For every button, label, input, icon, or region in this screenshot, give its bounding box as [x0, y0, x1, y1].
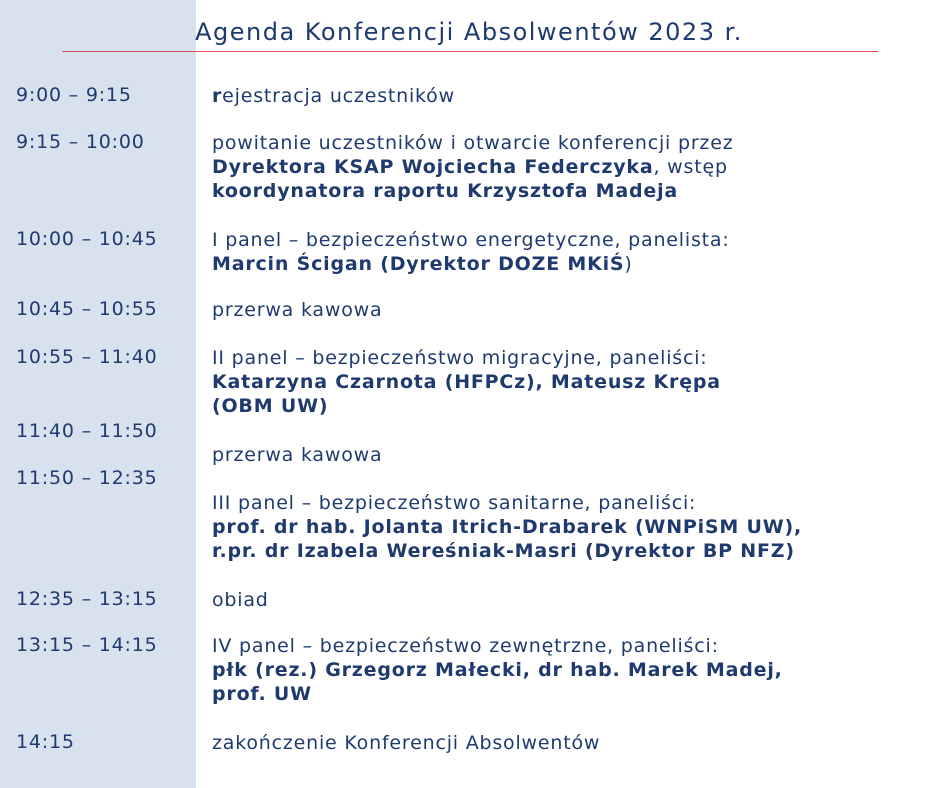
- event-panel-4-topic: IV panel – bezpieczeństwo zewnętrzne, paneliści:: [212, 635, 719, 657]
- event-panel-4-panelists-1: płk (rez.) Grzegorz Małecki, dr hab. Marek Madej,: [212, 659, 783, 681]
- event-panel-2: [212, 346, 721, 418]
- event-closing-text: zakończenie Konferencji Absolwentów: [212, 732, 601, 754]
- title-divider: [62, 51, 878, 52]
- time-slot-4: 10:45 – 10:55: [16, 298, 158, 320]
- event-opening-coordinator: koordynatora raportu Krzysztofa Madeja: [212, 180, 679, 202]
- event-opening-line-1: powitanie uczestników i otwarcie konferencji przez: [212, 132, 734, 154]
- time-slot-10: 14:15: [16, 731, 75, 753]
- time-slot-7: 11:50 – 12:35: [16, 467, 158, 489]
- time-slot-2: 9:15 – 10:00: [16, 131, 145, 153]
- event-panel-1-topic: I panel – bezpieczeństwo energetyczne, panelista:: [212, 229, 730, 251]
- event-panel-3-panelists-1: prof. dr hab. Jolanta Itrich-Drabarek (WNPiSM UW),: [212, 516, 803, 538]
- event-panel-3-topic: III panel – bezpieczeństwo sanitarne, paneliści:: [212, 492, 697, 514]
- time-slot-6: 11:40 – 11:50: [16, 420, 158, 442]
- time-slot-8: 12:35 – 13:15: [16, 588, 158, 610]
- time-column-background: [0, 0, 196, 788]
- page-title: Agenda Konferencji Absolwentów 2023 r.: [195, 18, 743, 46]
- event-lunch: [212, 588, 269, 612]
- event-coffee-break-2: [212, 443, 382, 467]
- event-panel-1: [212, 228, 730, 276]
- time-slot-5: 10:55 – 11:40: [16, 346, 158, 368]
- time-slot-9: 13:15 – 14:15: [16, 634, 158, 656]
- event-opening: [212, 131, 733, 203]
- event-registration-text: ejestracja uczestników: [222, 85, 455, 107]
- event-panel-2-panelists-1: Katarzyna Czarnota (HFPCz), Mateusz Krępa: [212, 371, 721, 393]
- event-panel-3: [212, 491, 802, 563]
- event-panel-2-topic: II panel – bezpieczeństwo migracyjne, paneliści:: [212, 347, 708, 369]
- event-coffee-break-1-text: przerwa kawowa: [212, 299, 383, 321]
- event-panel-4: [212, 634, 783, 706]
- event-panel-3-panelists-2: r.pr. dr Izabela Wereśniak-Masri (Dyrektor BP NFZ): [212, 540, 795, 562]
- event-opening-intro: , wstęp: [653, 156, 728, 178]
- event-coffee-break-1: [212, 298, 382, 322]
- time-slot-1: 9:00 – 9:15: [16, 84, 132, 106]
- event-panel-1-panelist: Marcin Ścigan (Dyrektor DOZE MKiŚ: [212, 253, 625, 275]
- event-panel-2-panelists-2: (OBM UW): [212, 395, 329, 417]
- event-closing: [212, 731, 600, 755]
- event-lunch-text: obiad: [212, 589, 269, 611]
- event-panel-4-panelists-2: prof. UW: [212, 683, 312, 705]
- time-slot-3: 10:00 – 10:45: [16, 228, 158, 250]
- event-registration-initial: r: [212, 85, 223, 107]
- event-panel-1-paren: ): [624, 253, 633, 275]
- event-opening-director: Dyrektora KSAP Wojciecha Federczyka: [212, 156, 654, 178]
- event-registration: [212, 84, 455, 108]
- event-coffee-break-2-text: przerwa kawowa: [212, 444, 383, 466]
